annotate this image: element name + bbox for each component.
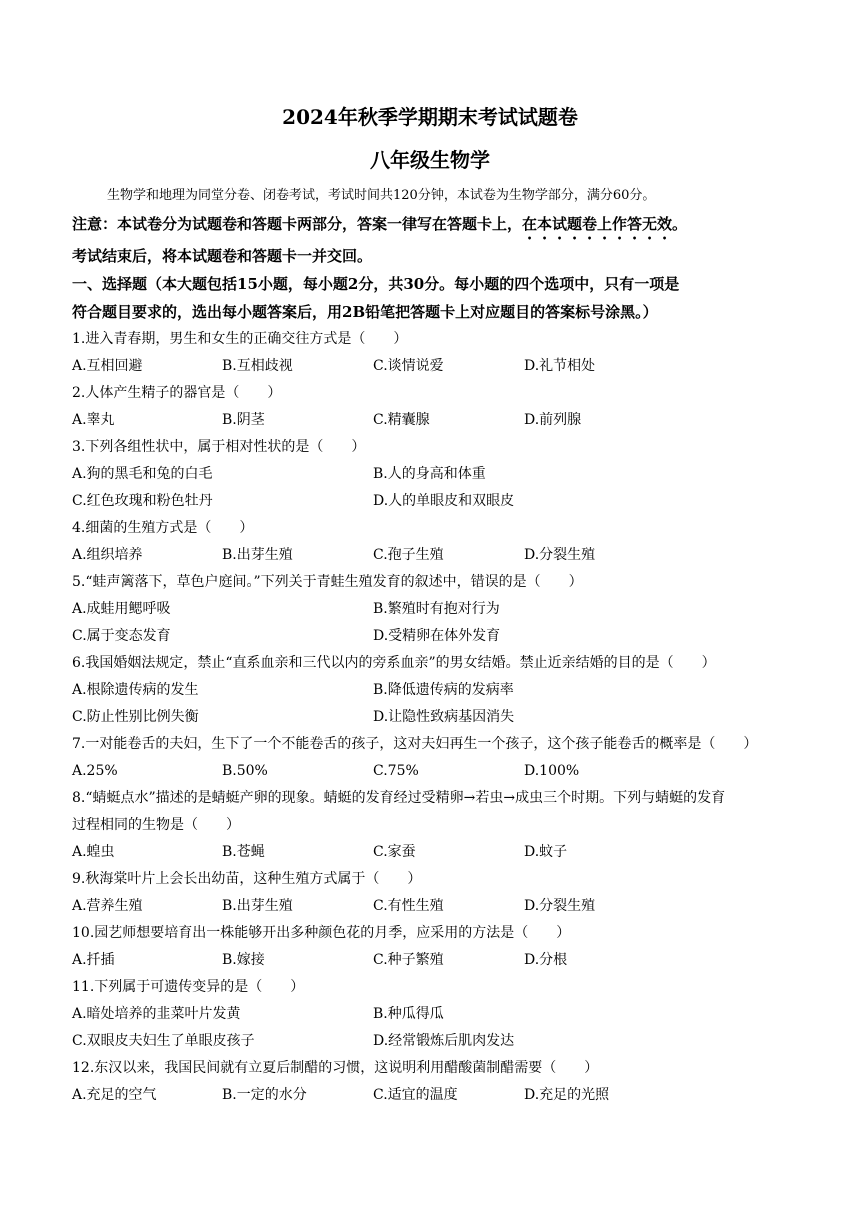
question-4-option-d: D.分裂生殖 — [524, 547, 596, 563]
question-5-option-b: B.繁殖时有抱对行为 — [373, 601, 500, 617]
question-7-option-c: C.75% — [373, 763, 419, 779]
question-8-stem-continued: 过程相同的生物是（ ） — [72, 817, 240, 833]
question-6-option-b: B.降低遗传病的发病率 — [373, 682, 514, 698]
question-11-option-a: A.暗处培养的韭菜叶片发黄 — [72, 1006, 241, 1022]
question-7-option-b: B.50% — [222, 763, 268, 779]
notice-text: 注意：本试卷分为试题卷和答题卡两部分，答案一律写在答题卡上， — [72, 215, 523, 233]
question-12-option-b: B.一定的水分 — [222, 1087, 307, 1103]
question-1-option-c: C.谈情说爱 — [373, 358, 444, 374]
question-11-option-b: B.种瓜得瓜 — [373, 1006, 444, 1022]
question-6-option-a: A.根除遗传病的发生 — [72, 682, 199, 698]
question-2-option-d: D.前列腺 — [524, 412, 582, 428]
question-6-option-d: D.让隐性致病基因消失 — [373, 709, 515, 725]
question-5-option-d: D.受精卵在体外发育 — [373, 628, 501, 644]
question-10-option-b: B.嫁接 — [222, 952, 265, 968]
question-10-option-a: A.扦插 — [72, 952, 115, 968]
question-8-option-d: D.蚊子 — [524, 844, 568, 860]
notice-emphasis: 在本试题卷上作答无效 — [522, 215, 673, 233]
question-4-option-c: C.孢子生殖 — [373, 547, 444, 563]
question-7-option-a: A.25% — [72, 763, 118, 779]
notice-period: 。 — [672, 215, 688, 233]
question-1-option-d: D.礼节相处 — [524, 358, 596, 374]
question-2-option-b: B.阴茎 — [222, 412, 265, 428]
question-10-option-d: D.分根 — [524, 952, 568, 968]
question-5-stem: 5.“蛙声篱落下，草色户庭间。”下列关于青蛙生殖发育的叙述中，错误的是（ ） — [72, 574, 583, 590]
question-5-option-a: A.成蛙用鳃呼吸 — [72, 601, 171, 617]
question-3-option-c: C.红色玫瑰和粉色牡丹 — [72, 493, 213, 509]
question-4-option-a: A.组织培养 — [72, 547, 143, 563]
question-11-stem: 11.下列属于可遗传变异的是（ ） — [72, 979, 305, 995]
question-2-stem: 2.人体产生精子的器官是（ ） — [72, 385, 282, 401]
question-7-stem: 7.一对能卷舌的夫妇，生下了一个不能卷舌的孩子，这对夫妇再生一个孩子，这个孩子能卷舌的概率是（ ） — [72, 736, 758, 752]
exam-intro: 生物学和地理为同堂分卷、闭卷考试，考试时间共120分钟，本试卷为生物学部分，满分60分。 — [107, 188, 656, 203]
question-3-option-a: A.狗的黑毛和兔的白毛 — [72, 466, 213, 482]
question-4-option-b: B.出芽生殖 — [222, 547, 293, 563]
question-9-option-d: D.分裂生殖 — [524, 898, 596, 914]
question-1-option-b: B.互相歧视 — [222, 358, 293, 374]
question-9-stem: 9.秋海棠叶片上会长出幼苗，这种生殖方式属于（ ） — [72, 871, 422, 887]
section-heading-line-1: 一、选择题（本大题包括15小题，每小题2分，共30分。每小题的四个选项中，只有一项是 — [72, 275, 680, 293]
question-11-option-d: D.经常锻炼后肌肉发达 — [373, 1033, 515, 1049]
question-8-stem: 8.“蜻蜓点水”描述的是蜻蜓产卵的现象。蜻蜓的发育经过受精卵→若虫→成虫三个时期。下列与蜻蜓的发育 — [72, 790, 726, 806]
question-10-option-c: C.种子繁殖 — [373, 952, 444, 968]
question-3-option-b: B.人的身高和体重 — [373, 466, 486, 482]
subject-title: 八年级生物学 — [370, 148, 490, 172]
question-4-stem: 4.细菌的生殖方式是（ ） — [72, 520, 254, 536]
question-9-option-c: C.有性生殖 — [373, 898, 444, 914]
question-1-option-a: A.互相回避 — [72, 358, 143, 374]
question-6-stem: 6.我国婚姻法规定，禁止“直系血亲和三代以内的旁系血亲”的男女结婚。禁止近亲结婚的目的是（ ） — [72, 655, 716, 671]
question-8-option-c: C.家蚕 — [373, 844, 416, 860]
question-6-option-c: C.防止性别比例失衡 — [72, 709, 199, 725]
question-3-stem: 3.下列各组性状中，属于相对性状的是（ ） — [72, 439, 366, 455]
exam-title: 2024年秋季学期期末考试试题卷 — [282, 105, 578, 129]
question-12-option-c: C.适宜的温度 — [373, 1087, 458, 1103]
question-8-option-b: B.苍蝇 — [222, 844, 265, 860]
question-5-option-c: C.属于变态发育 — [72, 628, 171, 644]
question-9-option-a: A.营养生殖 — [72, 898, 143, 914]
question-2-option-c: C.精囊腺 — [373, 412, 430, 428]
question-12-option-a: A.充足的空气 — [72, 1087, 157, 1103]
question-12-option-d: D.充足的光照 — [524, 1087, 610, 1103]
question-1-stem: 1.进入青春期，男生和女生的正确交往方式是（ ） — [72, 331, 408, 347]
question-7-option-d: D.100% — [524, 763, 580, 779]
question-9-option-b: B.出芽生殖 — [222, 898, 293, 914]
question-2-option-a: A.睾丸 — [72, 412, 115, 428]
notice-line-1 — [72, 214, 687, 243]
question-10-stem: 10.园艺师想要培育出一株能够开出多种颜色花的月季，应采用的方法是（ ） — [72, 925, 571, 941]
notice-line-2: 考试结束后，将本试题卷和答题卡一并交回。 — [72, 247, 373, 265]
section-heading-line-2: 符合题目要求的，选出每小题答案后，用2B铅笔把答题卡上对应题目的答案标号涂黑。） — [72, 303, 658, 321]
question-8-option-a: A.蝗虫 — [72, 844, 115, 860]
question-3-option-d: D.人的单眼皮和双眼皮 — [373, 493, 515, 509]
question-12-stem: 12.东汉以来，我国民间就有立夏后制醋的习惯，这说明利用醋酸菌制醋需要（ ） — [72, 1060, 599, 1076]
question-11-option-c: C.双眼皮夫妇生了单眼皮孩子 — [72, 1033, 255, 1049]
